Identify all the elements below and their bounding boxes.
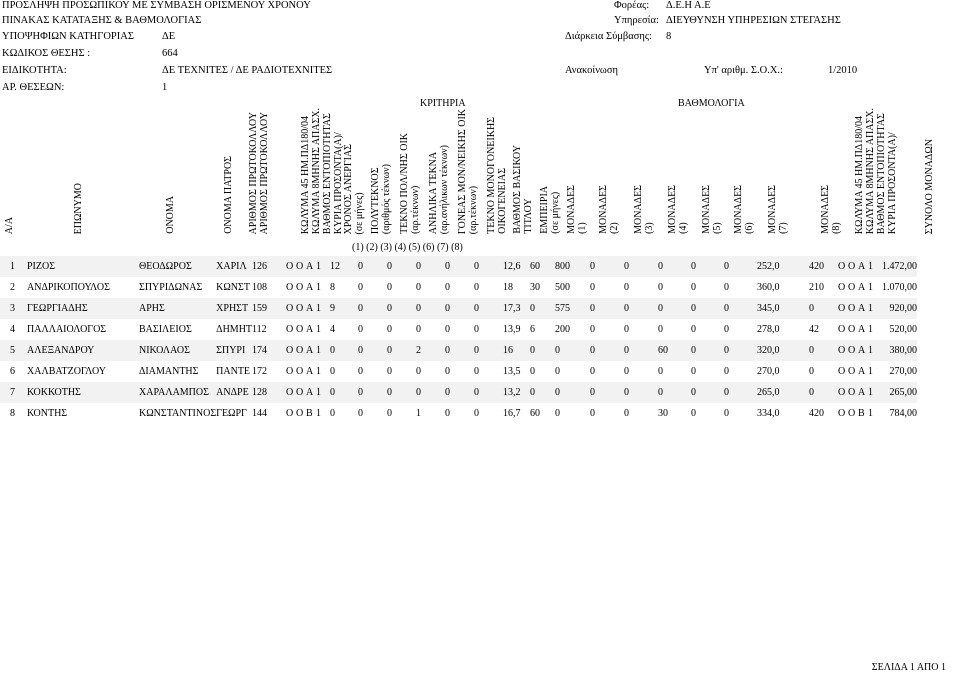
- cell-m8: 0: [809, 340, 838, 361]
- cell-k2: Ο: [296, 256, 306, 277]
- cell-k1: Ο: [286, 324, 294, 335]
- col-surname: ΕΠΩΝΥΜΟ: [72, 182, 84, 234]
- cell-surname: ΓΕΩΡΓΙΑΔΗΣ: [27, 298, 139, 319]
- cell-m7: 360,0: [757, 282, 780, 293]
- cell-rk2: Ο: [848, 298, 858, 319]
- cell-rentop: Α: [858, 282, 866, 293]
- cell-father: ΧΡΗΣΤ: [216, 298, 252, 319]
- cell-entop: Α: [306, 298, 316, 319]
- cell-aa: 2: [10, 282, 15, 293]
- cell-m6: 0: [724, 382, 757, 403]
- cell-entop: Α: [306, 340, 316, 361]
- cell-k1: Ο: [286, 408, 294, 419]
- cell-m1: 500: [555, 282, 571, 293]
- cell-rk1: Ο: [838, 408, 846, 419]
- document-title: ΠΡΟΣΛΗΨΗ ΠΡΟΣΩΠΙΚΟΥ ΜΕ ΣΥΜΒΑΣΗ ΟΡΙΣΜΕΝΟΥ ΧΡΟΝΟΥ: [2, 0, 311, 11]
- cell-k1: Ο: [286, 340, 296, 361]
- cell-c2: 0: [358, 408, 364, 419]
- col-minor-children: ΑΝΗΛΙΚΑ ΤΕΚΝΑ (αρ.ανήλικων τέκνων): [428, 144, 450, 234]
- col-polyteknos: ΠΟΛΥΤΕΚΝΟΣ (αριθμός τέκνων): [370, 163, 392, 234]
- cell-surname: ΑΝΔΡΙΚΟΠΟΥΛΟΣ: [27, 282, 110, 293]
- cell-c8: 60: [530, 256, 555, 277]
- announcement-label: Ανακοίνωση: [565, 65, 618, 76]
- cell-c7: 13,5: [503, 366, 521, 377]
- cell-aa: 3: [0, 298, 27, 319]
- col-units-5: ΜΟΝΑΔΕΣ (5): [701, 185, 723, 234]
- cell-m4: 0: [658, 256, 691, 277]
- cell-total: 920,00: [880, 298, 917, 319]
- table-row: [0, 403, 917, 424]
- cell-m5: 0: [691, 324, 697, 335]
- cell-m6: 0: [724, 282, 730, 293]
- cell-name: ΑΡΗΣ: [139, 298, 216, 319]
- cell-m2: 0: [590, 366, 596, 377]
- cell-m2: 0: [590, 340, 624, 361]
- cell-c7: 16: [503, 340, 530, 361]
- cell-m8: 0: [809, 382, 838, 403]
- cell-kyria: 1: [316, 298, 330, 319]
- cell-aa: 6: [10, 366, 15, 377]
- cell-c6: 0: [474, 408, 480, 419]
- cell-father: ΔΗΜΗΤ: [216, 324, 253, 335]
- ranking-table: [0, 256, 917, 424]
- cell-m6: 0: [724, 298, 757, 319]
- col-units-7: ΜΟΝΑΔΕΣ (7): [767, 185, 789, 234]
- cell-m6: 0: [724, 256, 757, 277]
- cell-k2: Ο: [296, 408, 304, 419]
- cell-m3: 0: [624, 382, 658, 403]
- cell-c8: 6: [530, 324, 536, 335]
- table-row: [0, 298, 917, 319]
- cell-rkyria: 1: [868, 340, 880, 361]
- cell-rkyria: 1: [868, 256, 880, 277]
- score-caption: ΒΑΘΜΟΛΟΓΙΑ: [678, 98, 745, 109]
- col-degree: ΒΑΘΜΟΣ ΒΑΣΙΚΟΥ ΤΙΤΛΟΥ: [512, 145, 534, 234]
- cell-surname: ΚΟΝΤΗΣ: [27, 408, 68, 419]
- cell-c8: 0: [530, 298, 555, 319]
- cell-c5: 0: [445, 408, 451, 419]
- cell-surname: ΠΑΛΛΑΙΟΛΟΓΟΣ: [27, 324, 107, 335]
- cell-c4: 1: [416, 408, 422, 419]
- cell-c5: 0: [445, 366, 451, 377]
- cell-name: ΒΑΣΙΛΕΙΟΣ: [139, 324, 192, 335]
- cell-m3: 0: [624, 298, 658, 319]
- cell-m8: 420: [809, 256, 838, 277]
- cell-total: 270,00: [889, 366, 918, 377]
- cell-c1: 4: [330, 324, 336, 335]
- announcement-ref-label: Υπ' αριθμ. Σ.Ο.Χ.:: [704, 65, 783, 76]
- cell-rk1: Ο: [838, 324, 846, 335]
- document-subtitle: ΠΙΝΑΚΑΣ ΚΑΤΑΤΑΞΗΣ & ΒΑΘΜΟΛΟΓΙΑΣ: [2, 15, 202, 26]
- cell-aa: 4: [10, 324, 15, 335]
- cell-total: 380,00: [880, 340, 917, 361]
- criteria-caption: ΚΡΙΤΗΡΙΑ: [420, 98, 466, 109]
- cell-c3: 0: [387, 366, 393, 377]
- cell-c6: 0: [474, 340, 503, 361]
- cell-father: ΑΝΔΡΕ: [216, 382, 252, 403]
- cell-entop: Α: [306, 366, 314, 377]
- cell-c3: 0: [387, 340, 416, 361]
- cell-m3: 0: [624, 324, 630, 335]
- cell-m8: 0: [809, 366, 815, 377]
- cell-m1: 200: [555, 324, 571, 335]
- cell-c5: 0: [445, 298, 474, 319]
- cell-k1: Ο: [286, 256, 296, 277]
- service-label: Υπηρεσία:: [614, 15, 659, 26]
- cell-c1: 0: [330, 366, 336, 377]
- cell-m5: 0: [691, 382, 724, 403]
- cell-m7: 320,0: [757, 340, 809, 361]
- cell-name: ΣΠΥΡΙΔΩΝΑΣ: [139, 282, 203, 293]
- cell-aa: 7: [0, 382, 27, 403]
- cell-m5: 0: [691, 340, 724, 361]
- cell-kyria: 1: [316, 324, 322, 335]
- cell-m1: 575: [555, 298, 590, 319]
- cell-c2: 0: [358, 382, 387, 403]
- cell-m5: 0: [691, 366, 697, 377]
- cell-total: 1.070,00: [882, 282, 918, 293]
- cell-rk2: Ο: [848, 340, 858, 361]
- cell-c4: 0: [416, 382, 445, 403]
- cell-rk2: Ο: [848, 382, 858, 403]
- cell-entop: Β: [306, 408, 313, 419]
- cell-c6: 0: [474, 382, 503, 403]
- cell-c4: 0: [416, 324, 422, 335]
- cell-c4: 2: [416, 340, 445, 361]
- cell-m1: 800: [555, 256, 590, 277]
- cell-m5: 0: [691, 408, 697, 419]
- cell-m3: 0: [624, 366, 630, 377]
- cell-m7: 278,0: [757, 324, 780, 335]
- cell-surname: ΚΟΚΚΟΤΗΣ: [27, 382, 139, 403]
- cell-m4: 0: [658, 366, 664, 377]
- cell-surname: ΑΛΕΞΑΝΔΡΟΥ: [27, 340, 139, 361]
- cell-c1: 9: [330, 298, 358, 319]
- cell-rk2: Ο: [848, 324, 856, 335]
- cell-m8: 210: [809, 282, 825, 293]
- announcement-ref-value: 1/2010: [828, 65, 858, 76]
- col-units-4: ΜΟΝΑΔΕΣ (4): [667, 185, 689, 234]
- col-total: ΣΥΝΟΛΟ ΜΟΝΑΔΩΝ: [923, 138, 935, 234]
- cell-entop: Α: [306, 382, 316, 403]
- table-row: [0, 340, 917, 361]
- cell-c3: 0: [387, 298, 416, 319]
- cell-rk1: Ο: [838, 382, 848, 403]
- cell-c2: 0: [358, 256, 387, 277]
- cell-m3: 0: [624, 282, 630, 293]
- cell-c3: 0: [387, 282, 393, 293]
- cell-c6: 0: [474, 298, 503, 319]
- table-row: [0, 256, 917, 277]
- cell-protocol: 174: [252, 340, 286, 361]
- cell-entop: Α: [306, 324, 314, 335]
- cell-m4: 60: [658, 340, 691, 361]
- cell-m7: 334,0: [757, 408, 780, 419]
- cell-protocol: 144: [252, 408, 268, 419]
- cell-rk2: Ο: [848, 282, 856, 293]
- cell-m1: 0: [555, 382, 590, 403]
- cell-m3: 0: [624, 408, 630, 419]
- cell-name: ΧΑΡΑΛΑΜΠΟΣ: [139, 382, 216, 403]
- cell-k2: Ο: [296, 382, 306, 403]
- cell-c7: 17,3: [503, 298, 530, 319]
- cell-m2: 0: [590, 298, 624, 319]
- col-name: ΟΝΟΜΑ: [164, 196, 176, 234]
- col-units-1: ΜΟΝΑΔΕΣ (1): [566, 185, 588, 234]
- cell-c5: 0: [445, 340, 474, 361]
- cell-rk1: Ο: [838, 282, 846, 293]
- cell-m4: 30: [658, 408, 669, 419]
- cell-k2: Ο: [296, 324, 304, 335]
- cell-m2: 0: [590, 382, 624, 403]
- cell-m7: 270,0: [757, 366, 780, 377]
- cell-c5: 0: [445, 324, 451, 335]
- table-row: [0, 361, 917, 382]
- cell-c7: 13,2: [503, 382, 530, 403]
- cell-kyria: 1: [316, 408, 322, 419]
- category-value: ΔΕ: [162, 31, 176, 42]
- cell-c8: 60: [530, 408, 541, 419]
- cell-rkyria: 1: [868, 298, 880, 319]
- col-aa: Α/Α: [3, 216, 15, 234]
- positions-label: ΑΡ. ΘΕΣΕΩΝ:: [2, 82, 65, 93]
- cell-father: ΚΩΝΣΤ: [216, 282, 250, 293]
- cell-m4: 0: [658, 324, 664, 335]
- col-units-2: ΜΟΝΑΔΕΣ (2): [598, 185, 620, 234]
- cell-c4: 0: [416, 282, 422, 293]
- cell-m7: 345,0: [757, 298, 809, 319]
- cell-c2: 0: [358, 340, 387, 361]
- cell-father: ΣΠΥΡΙ: [216, 340, 252, 361]
- col-units-6: ΜΟΝΑΔΕΣ (6): [733, 185, 755, 234]
- service-value: ΔΙΕΥΘΥΝΣΗ ΥΠΗΡΕΣΙΩΝ ΣΤΕΓΑΣΗΣ: [666, 15, 841, 26]
- position-code-label: ΚΩΔΙΚΟΣ ΘΕΣΗΣ :: [2, 48, 91, 59]
- cell-c5: 0: [445, 282, 451, 293]
- cell-c1: 0: [330, 340, 358, 361]
- cell-k1: Ο: [286, 366, 294, 377]
- cell-k1: Ο: [286, 282, 294, 293]
- cell-protocol: 108: [252, 282, 268, 293]
- col-single-child: ΤΕΚΝΟ ΜΟΝΟΓΟΝΕΙΚΗΣ ΟΙΚΟΓΕΝΕΙΑΣ: [486, 117, 508, 234]
- agency-label: Φορέας:: [614, 0, 650, 11]
- cell-m1: 0: [555, 340, 590, 361]
- cell-rk1: Ο: [838, 256, 848, 277]
- cell-kyria: 1: [316, 256, 330, 277]
- cell-c8: 0: [530, 382, 555, 403]
- cell-name: ΚΩΝΣΤΑΝΤΙΝΟΣ: [139, 408, 217, 419]
- cell-rentop: Α: [858, 256, 868, 277]
- cell-m5: 0: [691, 256, 724, 277]
- cell-m3: 0: [624, 340, 658, 361]
- cell-protocol: 112: [252, 324, 267, 335]
- cell-rentop: Β: [858, 408, 865, 419]
- cell-aa: 1: [0, 256, 27, 277]
- cell-total: 1.472,00: [880, 256, 917, 277]
- col-units-8: ΜΟΝΑΔΕΣ (8): [820, 185, 842, 234]
- cell-c2: 0: [358, 324, 364, 335]
- position-code-value: 664: [162, 48, 178, 59]
- cell-total: 265,00: [880, 382, 917, 403]
- cell-k2: Ο: [296, 340, 306, 361]
- cell-father: ΠΑΝΤΕ: [216, 366, 251, 377]
- criteria-numbers: (1) (2) (3) (4) (5) (6) (7) (8): [352, 242, 463, 253]
- cell-k2: Ο: [296, 282, 304, 293]
- cell-aa: 8: [10, 408, 15, 419]
- cell-rkyria: 1: [868, 282, 874, 293]
- cell-k1: Ο: [286, 298, 296, 319]
- col-unemployment: ΧΡΟΝΟΣ ΑΝΕΡΓΙΑΣ (σε μήνες): [343, 143, 365, 234]
- cell-kyria: 1: [316, 366, 322, 377]
- cell-surname: ΧΑΛΒΑΤΖΟΓΛΟΥ: [27, 366, 106, 377]
- cell-c6: 0: [474, 256, 503, 277]
- cell-m7: 265,0: [757, 382, 809, 403]
- cell-m6: 0: [724, 324, 730, 335]
- cell-m4: 0: [658, 298, 691, 319]
- cell-m8: 42: [809, 324, 820, 335]
- cell-rk1: Ο: [838, 298, 848, 319]
- col-kolyma-left: ΚΩΛΥΜΑ 45 ΗΜ.ΠΔ180/04 ΚΩΛΥΜΑ 8ΜΗΝΗΣ ΑΠΑΣΧ. ΒΑΘΜΟΣ ΕΝΤΟΠΙΟΤΗΤΑΣ ΚΥΡΙΑ ΠΡΟΣΟΝΤΑ(Α)/: [300, 107, 344, 234]
- cell-rk2: Ο: [848, 408, 856, 419]
- cell-m5: 0: [691, 282, 697, 293]
- cell-surname: ΡΙΖΟΣ: [27, 256, 139, 277]
- cell-k1: Ο: [286, 382, 296, 403]
- cell-c1: 0: [330, 382, 358, 403]
- cell-c6: 0: [474, 282, 480, 293]
- cell-m2: 0: [590, 324, 596, 335]
- cell-m3: 0: [624, 256, 658, 277]
- cell-aa: 5: [0, 340, 27, 361]
- cell-c4: 0: [416, 366, 422, 377]
- cell-m1: 0: [555, 408, 561, 419]
- cell-name: ΝΙΚΟΛΑΟΣ: [139, 340, 216, 361]
- cell-c3: 0: [387, 408, 393, 419]
- agency-value: Δ.Ε.Η Α.Ε: [666, 0, 711, 11]
- table-row: [0, 277, 917, 298]
- cell-m4: 0: [658, 282, 664, 293]
- cell-c7: 12,6: [503, 256, 530, 277]
- cell-protocol: 172: [252, 366, 268, 377]
- cell-rk2: Ο: [848, 366, 856, 377]
- cell-m6: 0: [724, 366, 730, 377]
- cell-rkyria: 1: [868, 382, 880, 403]
- cell-m5: 0: [691, 298, 724, 319]
- cell-father: ΓΕΩΡΓ: [216, 408, 247, 419]
- cell-c7: 13,9: [503, 324, 521, 335]
- col-kolyma-right: ΚΩΛΥΜΑ 45 ΗΜ.ΠΔ180/04 ΚΩΛΥΜΑ 8ΜΗΝΗΣ ΑΠΑΣΧ. ΒΑΘΜΟΣ ΕΝΤΟΠΙΟΤΗΤΑΣ ΚΥΡΙΑ ΠΡΟΣΟΝΤΑ(Α)/: [854, 107, 898, 234]
- col-father: ΟΝΟΜΑ ΠΑΤΡΟΣ: [222, 156, 234, 234]
- cell-name: ΔΙΑΜΑΝΤΗΣ: [139, 366, 199, 377]
- cell-c3: 0: [387, 324, 393, 335]
- cell-c1: 0: [330, 408, 336, 419]
- cell-c8: 0: [530, 340, 555, 361]
- cell-c6: 0: [474, 324, 480, 335]
- cell-c7: 18: [503, 282, 514, 293]
- cell-c7: 16,7: [503, 408, 521, 419]
- cell-rk1: Ο: [838, 366, 846, 377]
- cell-c2: 0: [358, 298, 387, 319]
- cell-rkyria: 1: [868, 408, 874, 419]
- col-single-parent: ΓΟΝΕΑΣ ΜΟΝ/ΝΕΙΚΗΣ ΟΙΚ (αρ.τέκνων): [457, 108, 479, 234]
- duration-value: 8: [666, 31, 672, 42]
- page-footer: ΣΕΛΙΔΑ 1 ΑΠΟ 1: [871, 662, 946, 673]
- cell-c4: 0: [416, 256, 445, 277]
- cell-protocol: 128: [252, 382, 286, 403]
- specialty-value: ΔΕ ΤΕΧΝΙΤΕΣ / ΔΕ ΡΑΔΙΟΤΕΧΝΙΤΕΣ: [162, 65, 333, 76]
- cell-total: 520,00: [889, 324, 918, 335]
- cell-c2: 0: [358, 366, 364, 377]
- cell-k2: Ο: [296, 366, 304, 377]
- cell-rentop: Α: [858, 298, 868, 319]
- cell-m8: 0: [809, 298, 838, 319]
- cell-name: ΘΕΟΔΩΡΟΣ: [139, 256, 216, 277]
- cell-kyria: 1: [316, 382, 330, 403]
- cell-rentop: Α: [858, 340, 868, 361]
- cell-c2: 0: [358, 282, 364, 293]
- positions-value: 1: [162, 82, 168, 93]
- cell-rentop: Α: [858, 366, 866, 377]
- col-protocol: ΑΡΙΘΜΟΣ ΠΡΩΤΟΚΟΛΛΟΥ ΑΡΙΘΜΟΣ ΠΡΩΤΟΚΟΛΛΟΥ: [248, 111, 270, 234]
- cell-m6: 0: [724, 340, 757, 361]
- cell-kyria: 1: [316, 340, 330, 361]
- cell-entop: Α: [306, 282, 314, 293]
- cell-m8: 420: [809, 408, 825, 419]
- cell-kyria: 1: [316, 282, 322, 293]
- duration-label: Διάρκεια Σύμβασης:: [565, 31, 652, 42]
- cell-m2: 0: [590, 282, 596, 293]
- col-units-3: ΜΟΝΑΔΕΣ (3): [633, 185, 655, 234]
- cell-m4: 0: [658, 382, 691, 403]
- specialty-label: ΕΙΔΙΚΟΤΗΤΑ:: [2, 65, 67, 76]
- cell-father: ΧΑΡΙΛ: [216, 256, 252, 277]
- cell-rentop: Α: [858, 324, 866, 335]
- col-experience: ΕΜΠΕΙΡΙΑ (σε μήνες): [539, 186, 561, 234]
- cell-c4: 0: [416, 298, 445, 319]
- cell-total: 784,00: [889, 408, 918, 419]
- cell-c8: 0: [530, 366, 536, 377]
- cell-m6: 0: [724, 408, 730, 419]
- table-row: [0, 382, 917, 403]
- cell-c5: 0: [445, 256, 474, 277]
- cell-m2: 0: [590, 408, 596, 419]
- table-row: [0, 319, 917, 340]
- cell-rkyria: 1: [868, 324, 874, 335]
- cell-protocol: 126: [252, 256, 286, 277]
- cell-protocol: 159: [252, 298, 286, 319]
- cell-c3: 0: [387, 256, 416, 277]
- cell-k2: Ο: [296, 298, 306, 319]
- cell-rk2: Ο: [848, 256, 858, 277]
- cell-c6: 0: [474, 366, 480, 377]
- cell-m7: 252,0: [757, 256, 809, 277]
- cell-entop: Α: [306, 256, 316, 277]
- cell-rk1: Ο: [838, 340, 848, 361]
- cell-rkyria: 1: [868, 366, 874, 377]
- cell-c1: 8: [330, 282, 336, 293]
- cell-c3: 0: [387, 382, 416, 403]
- cell-m2: 0: [590, 256, 624, 277]
- cell-m1: 0: [555, 366, 561, 377]
- col-poly-child: ΤΕΚΝΟ ΠΟΛ/ΝΗΣ ΟΙΚ (αρ.τέκνων): [399, 133, 421, 234]
- cell-c1: 12: [330, 256, 358, 277]
- category-label: ΥΠΟΨΗΦΙΩΝ ΚΑΤΗΓΟΡΙΑΣ: [2, 31, 134, 42]
- cell-c8: 30: [530, 282, 541, 293]
- cell-rentop: Α: [858, 382, 868, 403]
- cell-c5: 0: [445, 382, 474, 403]
